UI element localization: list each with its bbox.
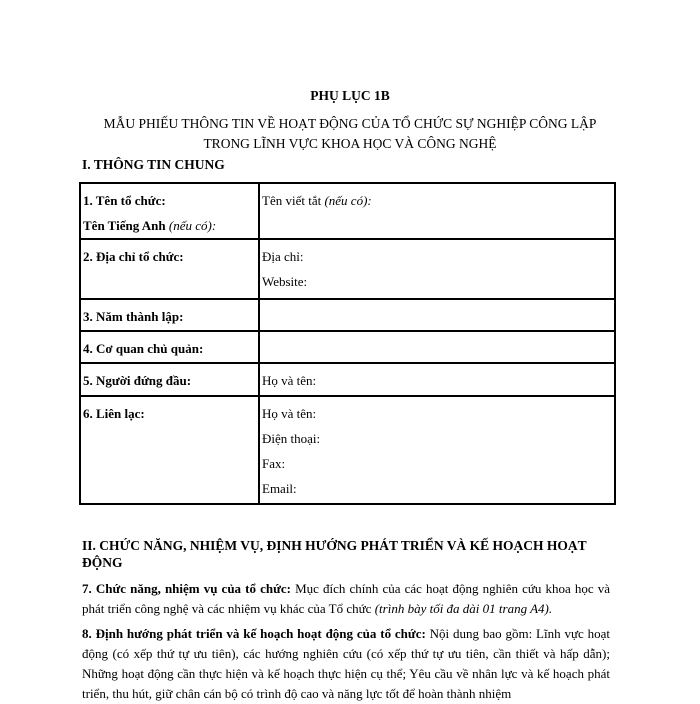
item-7-paragraph xyxy=(82,579,610,619)
contact-value-cell[interactable] xyxy=(259,396,615,504)
head-person-label-cell xyxy=(80,363,259,396)
address-label: Địa chỉ: xyxy=(262,249,304,264)
item-7-heading: 7. Chức năng, nhiệm vụ của tổ chức: xyxy=(82,581,291,596)
head-full-name-label: Họ và tên: xyxy=(262,373,317,388)
item-8-paragraph xyxy=(82,624,610,704)
table-row xyxy=(80,363,615,396)
appendix-heading: PHỤ LỤC 1B xyxy=(310,88,390,103)
governing-body-label-cell xyxy=(80,331,259,363)
item-8-body: Nội dung bao gồm: Lĩnh vực hoạt động (có xếp thứ tự ưu tiên), các hướng nghiên cứu (có xếp thứ tự ưu tiên, cần thiết và hấp dẫn); Những hoạt động cần thực hiện và kế hoạch thực hiện cụ thể; Yêu cầu về nhân lực và kế hoạch phát triển, thu hút, giữ chân cán bộ có trình độ cao và năng lực tốt để hoàn thành nhiệm xyxy=(82,626,610,701)
general-info-table xyxy=(79,182,616,505)
form-title: MẪU PHIẾU THÔNG TIN VỀ HOẠT ĐỘNG CỦA TỔ CHỨC SỰ NGHIỆP CÔNG LẬP TRONG LĨNH VỰC KHOA HỌC VÀ CÔNG NGHỆ xyxy=(103,116,597,151)
head-person-label: 5. Người đứng đầu: xyxy=(83,373,192,388)
org-name-label: 1. Tên tổ chức: xyxy=(83,193,166,208)
website-label: Website: xyxy=(262,274,308,289)
contact-label-cell xyxy=(80,396,259,504)
table-row xyxy=(80,183,615,239)
phone-label: Điện thoại: xyxy=(262,431,321,446)
email-label: Email: xyxy=(262,481,297,496)
org-address-value-cell[interactable] xyxy=(259,239,615,299)
org-name-label-cell xyxy=(80,183,259,239)
fax-label: Fax: xyxy=(262,456,286,471)
english-name-note: (nếu có): xyxy=(165,218,217,233)
org-address-label: 2. Địa chỉ tổ chức: xyxy=(83,249,184,264)
head-person-value-cell[interactable] xyxy=(259,363,615,396)
founding-year-label: 3. Năm thành lập: xyxy=(83,309,184,324)
item-7-note: (trình bày tối đa dài 01 trang A4). xyxy=(374,601,553,616)
table-row xyxy=(80,396,615,504)
contact-full-name-label: Họ và tên: xyxy=(262,406,317,421)
contact-label: 6. Liên lạc: xyxy=(83,406,145,421)
org-address-label-cell xyxy=(80,239,259,299)
item-8-heading: 8. Định hướng phát triển và kế hoạch hoạt động của tổ chức: xyxy=(82,626,426,641)
item-7-body: Mục đích chính của các hoạt động nghiên cứu khoa học và phát triển công nghệ và các nhiệm vụ khác của Tổ chức xyxy=(82,581,611,616)
table-row xyxy=(80,299,615,331)
section-1-heading: I. THÔNG TIN CHUNG xyxy=(82,157,225,172)
founding-year-label-cell xyxy=(80,299,259,331)
short-name-label: Tên viết tắt (nếu có): xyxy=(262,193,372,208)
governing-body-value-cell[interactable] xyxy=(259,331,615,363)
table-row xyxy=(80,331,615,363)
table-row xyxy=(80,239,615,299)
org-name-value-cell[interactable] xyxy=(259,183,615,239)
english-name-label: Tên Tiếng Anh (nếu có): xyxy=(83,218,217,233)
governing-body-label: 4. Cơ quan chủ quản: xyxy=(83,341,204,356)
short-name-note: (nếu có): xyxy=(321,193,372,208)
section-2-heading: II. CHỨC NĂNG, NHIỆM VỤ, ĐỊNH HƯỚNG PHÁT TRIỂN VÀ KẾ HOẠCH HOẠT ĐỘNG xyxy=(82,538,587,570)
founding-year-value-cell[interactable] xyxy=(259,299,615,331)
